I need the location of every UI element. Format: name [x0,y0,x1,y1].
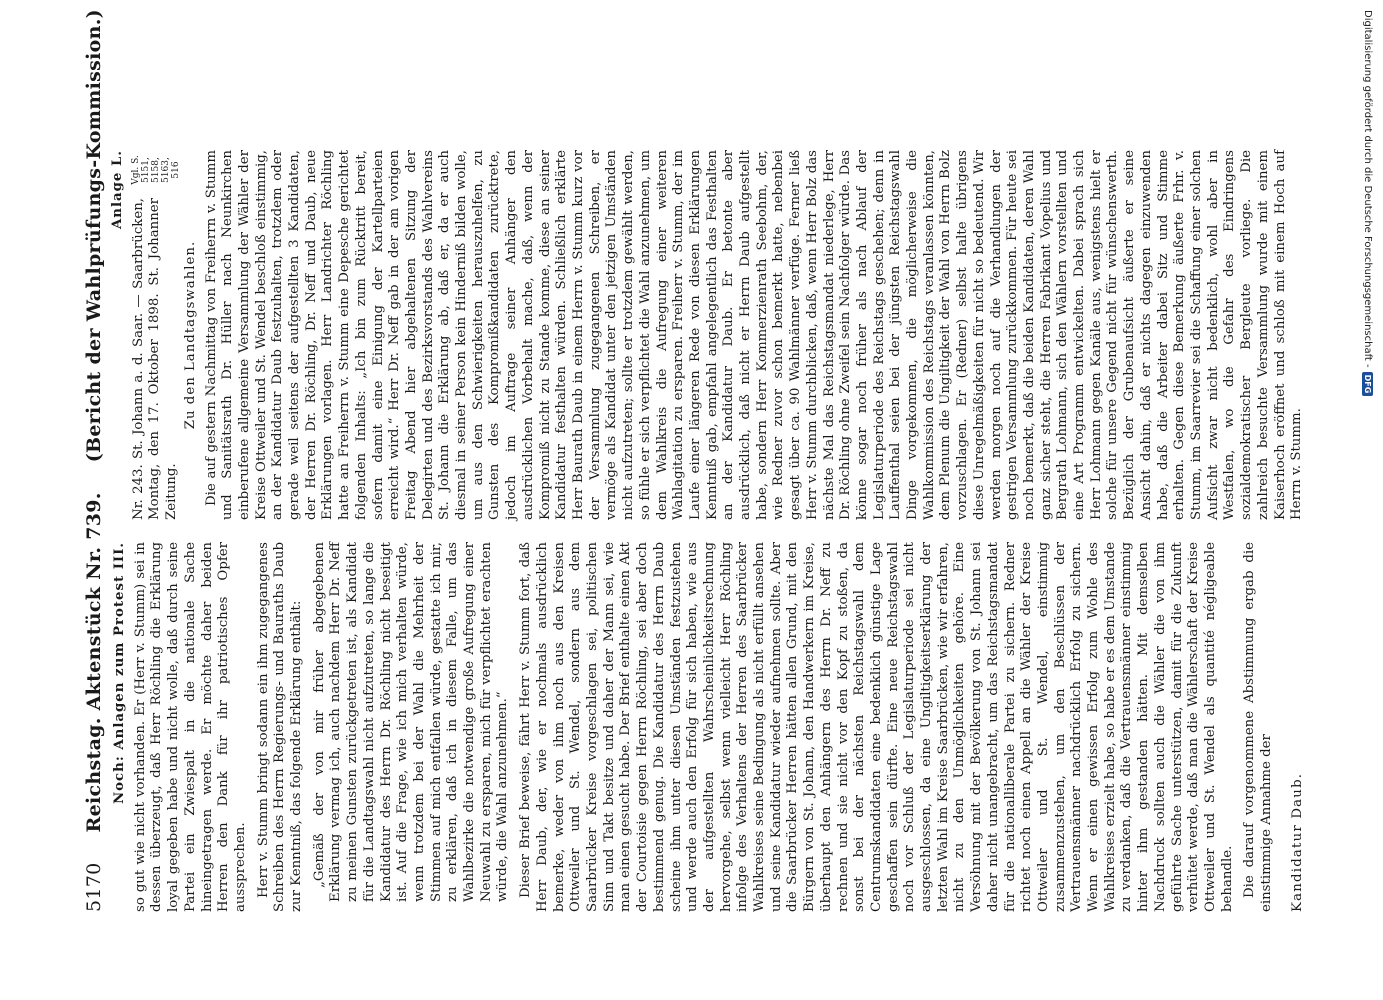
quoted-letter: „Gemäß der von mir früher abgegebenen Erklärung vermag ich, auch nachdem Herr Dr. Neff zu meinen Gunsten zurückgetreten ist, als Kandidat für die Landtagswahl nicht aufzutreten, so lange die Kandidatur des Herrn Dr. Röchling nicht beseitigt ist. Auf die Frage, wie ich mich verhalten würde, wenn trotzdem bei der Wahl die Mehrheit der Stimmen auf mich entfallen würde, gestatte ich mir, zu erklären, daß ich in diesem Falle, um das Wahlbezirke die notwendige große Aufregung einer Neuwahl zu ersparen, mich für verpflichtet erachten würde, die Wahl anzunehmen.“ [311,542,511,902]
annex-heading: Anlage L. [110,150,125,230]
right-column [110,150,1307,520]
article-body: Die auf gestern Nachmittag von Freiherrn v. Stumm und Sanitätsrath Dr. Hüller nach Neunkirchen einberufene allgemeine Versammlung der Wähler der Kreise Ottweiler und St. Wendel beschloß einstimmig, an der Kandidatur Daub festzuhalten, trotzdem oder gerade weil seitens der aufgestellten 3 Kandidaten, der Herren Dr. Röchling, Dr. Neff und Daub, neue Erklärungen vorlagen. Herr Landrichter Röchling hatte an Freiherrn v. Stumm eine Depesche gerichtet folgenden Inhalts: „Ich bin zum Rücktritt bereit, sofern damit eine Einigung der Kartellparteien erreicht wird.“ Herr Dr. Neff gab in der am vorigen Freitag Abend hier abgehaltenen Sitzung der Delegirten und des Bezirksvorstands des Wahlvereins St. Johann die Erklärung ab, daß er, da er auch diesmal in seiner Person kein Hinderniß bilden wolle, um aus den Schwierigkeiten herauszuhelfen, zu Gunsten des Kompromißkandidaten zurücktrete, jedoch im Auftrage seiner Anhänger den ausdrücklichen Vorbehalt mache, daß, wenn der Kompromiß nicht zu Stande komme, diese an seiner Kandidatur festhalten würden. Schließlich erklärte Herr Baurath Daub in einem Herrn v. Stumm kurz vor der Versammlung zugegangenen Schreiben, er vermöge als Kandidat unter den jetzigen Umständen nicht aufzutreten; sollte er trotzdem gewählt werden, so fühle er sich verpflichtet die Wahl anzunehmen, um dem Wahlkreis die Aufregung einer weiteren Wahlagitation zu ersparen. Freiherr v. Stumm, der im Laufe einer längeren Rede von diesen Erklärungen Kenntniß gab, empfahl angelegentlich das Festhalten an der Kandidatur Daub. Er betonte aber ausdrücklich, daß nicht er Herrn Daub aufgestellt habe, sondern Herr Kommerzienrath Seebohm, der, wie Redner zuvor schon bemerkt hatte, nebenbei gesagt über ca. 90 Wahlmänner verfüge. Ferner ließ Herr v. Stumm durchblicken, daß, wenn Herr Bolz das nächste Mal das Reichstagsmandat niederlege, Herr Dr. Röchling ohne Zweifel sein Nachfolger würde. Das könne sogar noch früher als nach Ablauf der Legislaturperiode des Reichstags geschehen; denn in Lauffenthal seien bei der jüngsten Reichstagswahl Dinge vorgekommen, die möglicherweise die Wahlkommission des Reichstags veranlassen könnten, dem Plenum die Ungiltigkeit der Wahl von Herrn Bolz vorzuschlagen. Er (Redner) selbst halte übrigens diese Unregelmäßigkeiten für nicht so bedeutend. Wir werden morgen noch auf die Verhandlungen der gestrigen Versammlung zurückkommen. Für heute sei noch bemerkt, daß die beiden Kandidaten, deren Wahl ganz sicher steht, die Herren Fabrikant Vopelius und Bergrath Lohmann, sich den Wählern vorstellten und eine Art Programm entwickelten. Dabei sprach sich Herr Lohmann gegen Kanäle aus, wenigstens hielt er solche für unsere Gegend nicht für wünschenswerth. Bezüglich der Grubenaufsicht äußerte er seine Ansicht dahin, daß er nichts dagegen einzuwenden habe, daß die Arbeiter dabei Sitz und Stimme erhalten. Gegen diese Bemerkung äußerte Frhr. v. Stumm, im Saarrevier sei die Schaffung einer solchen Aufsicht zwar nicht bedenklich, wohl aber in Westfalen, wo die Gefahr des Eindringens sozialdemokratischer Bergleute vorliege. Die zahlreich besuchte Versammlung wurde mit einem Kaiserhoch eröffnet und schloß mit einem Hoch auf Herrn v. Stumm. [203,150,1305,520]
page-subtitle: (Bericht der Wahlprüfungs-Kommission.) [83,9,105,463]
article-heading: Zu den Landtagswahlen. [182,240,198,430]
publication-info: Nr. 243. St. Johann a. d. Saar. — Saarbrücken, Montag, den 17. Oktober 1898. St. Johanner Zeitung. [130,198,180,520]
paragraph: so gut wie nicht vorhanden. Er (Herr v. Stumm) sei in dessen überzeugt, daß Herr Röchling die Erklärung loyal gegeben habe und nicht wolle, daß durch seine Partei ein Zwiespalt in die nationale Sache hineingetragen werde. Er möchte daher beiden Herren den Dank für ihr patriotisches Opfer aussprechen. [132,542,248,912]
page-number: 5170 [83,862,105,912]
credit-text: Digitalisierung gefördert durch die Deutsche Forschungsgemeinschaft - [1362,10,1373,368]
paragraph: Herr v. Stumm bringt sodann ein ihm zugegangenes Schreiben des Herrn Regierungs- und Bauraths Daub zur Kenntniß, das folgende Erklärung enthält: [255,542,305,912]
candidate-line: Kandidatur Daub. [1289,772,1305,912]
page-header [82,9,106,912]
dfg-logo-icon: DFG [1362,372,1373,397]
publication-line [131,150,181,520]
page-title: Reichstag. Aktenstück Nr. 739. [83,492,105,833]
paragraph: Dieser Brief beweise, fährt Herr v. Stumm fort, daß Herr Daub, der, wie er nochmals ausdrücklich bemerke, weder von ihm noch aus den Kreisen Ottweiler und St. Wendel, sondern aus dem Saarbrücker Kreise vorgeschlagen sei, politischen Sinn und Takt besitze und daher der Mann sei, wie man einen gesucht habe. Der Brief enthalte einen Akt der Courtoisie gegen Herrn Röchling, sei aber doch bestimmend genug. Die Kandidatur des Herrn Daub scheine ihm unter diesen Umständen festzustehen und werde auch den Erfolg für sich haben, wie aus der aufgestellten Wahrscheinlichkeitsrechnung hervorgehe, selbst wenn vielleicht Herr Röchling infolge des Verhaltens der Herren des Saarbrücker Wahlkreises seine Bedingung als nicht erfüllt ansehen und seine Kandidatur wieder aufnehmen sollte. Aber die Saarbrücker Herren hätten allen Grund, mit den Bürgern von St. Johann, den Handwerkern im Kreise, überhaupt den Anhängern des Herrn Dr. Neff zu rechnen und sie nicht vor den Kopf zu stoßen, da sonst bei der nächsten Reichstagswahl dem Centrumskandidaten eine bedenklich günstige Lage geschaffen sein dürfte. Eine neue Reichstagswahl noch vor Schluß der Legislaturperiode sei nicht ausgeschlossen, da eine Ungiltigkeitserklärung der letzten Wahl im Kreise Saarbrücken, wie wir erfahren, nicht zu den Unmöglichkeiten gehöre. Eine Versöhnung mit der Bevölkerung von St. Johann sei daher nicht unangebracht, um das Reichstagsmandat für die nationalliberale Partei zu sichern. Redner richtet noch einen Appell an die Wähler der Kreise Ottweiler und St. Wendel, einstimmig zusammenzustehen, um den Beschlüssen der Vertrauensmänner nachdrücklich Erfolg zu sichern. Wenn er einen gewissen Erfolg zum Wohle des Wahlkreises erzielt habe, so habe er es dem Umstande zu verdanken, daß die Vertrauensmänner einstimmig hinter ihm gestanden hätten. Mit demselben Nachdruck sollten auch die Wähler die von ihm geführte Sache unterstützen, damit für die Zukunft verhütet werde, daß man die Wählerschaft der Kreise Ottweiler und St. Wendel als quantité négligeable behandle. [518,542,1235,912]
left-column [110,542,1307,912]
paragraph: Die darauf vorgenommene Abstimmung ergab die einstimmige Annahme der [1242,542,1275,912]
continuation-heading: Noch: Anlagen zum Protest III. [112,542,127,804]
margin-reference: Vgl. S. 5151, 5158, 5163, 516 [130,155,181,185]
